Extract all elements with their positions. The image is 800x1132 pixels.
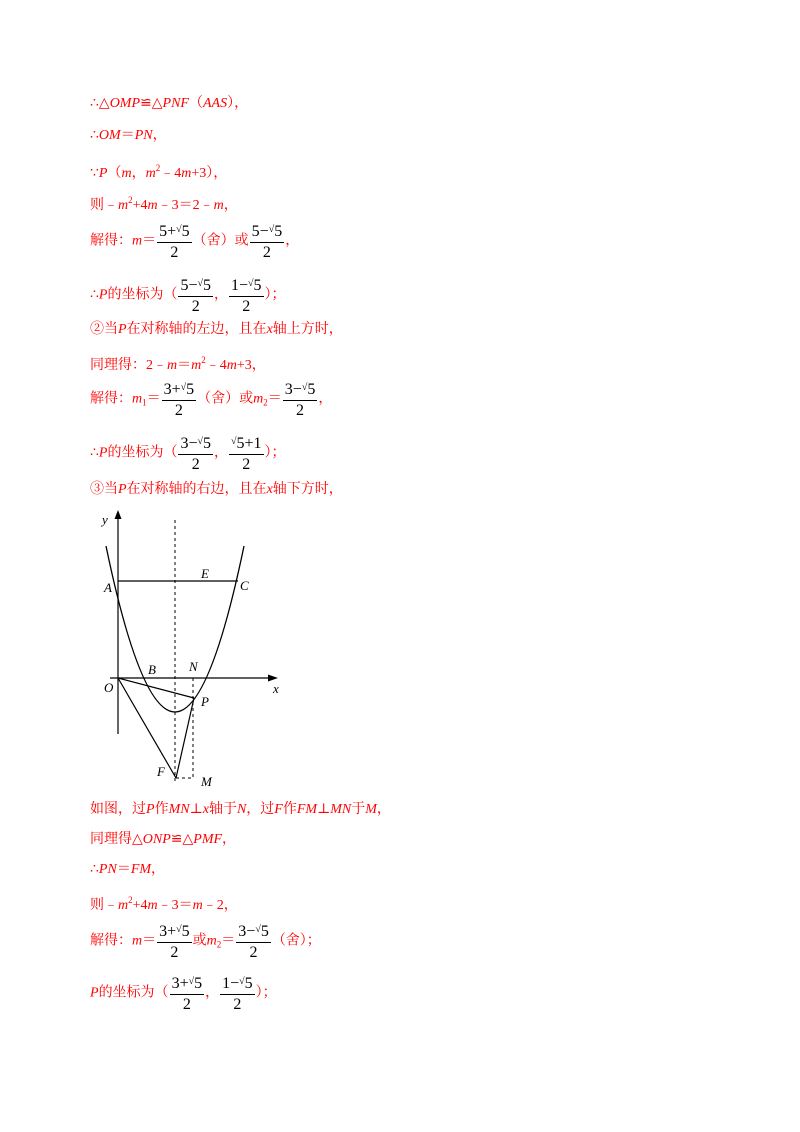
axis-name: x	[266, 322, 273, 337]
text: 在对称轴的左边，且在	[126, 322, 267, 337]
solve-label: 解得：	[90, 933, 132, 949]
text-line-12	[90, 800, 391, 820]
therefore-symbol: ∴	[90, 445, 99, 461]
coordinate-label: 的坐标为（	[98, 985, 169, 1001]
fraction: $\frac{3-^√5}{2}$	[178, 432, 213, 475]
fraction: $\frac{3+^√5}{2}$	[170, 972, 205, 1015]
text: 轴上方时，	[272, 322, 343, 337]
segment: FM	[296, 802, 318, 817]
term: ﹣4	[205, 358, 227, 373]
term: 则﹣	[90, 898, 118, 913]
coordinate-label: 的坐标为（	[107, 445, 178, 461]
term: ﹣4	[160, 166, 182, 181]
term: ﹣3＝2﹣	[157, 198, 214, 213]
triangle-name: PMF	[193, 832, 223, 847]
equals: ＝	[146, 391, 161, 407]
therefore-symbol: ∴	[90, 862, 99, 877]
variable: m	[192, 898, 203, 913]
triangle-name: PNF	[162, 96, 189, 111]
solve-label: 解得：	[90, 391, 132, 407]
paren: （	[107, 166, 122, 181]
variable: m	[147, 898, 158, 913]
variable: m	[253, 391, 264, 407]
axis-name: x	[202, 802, 209, 817]
exponent: 2	[128, 195, 133, 205]
variable: m	[132, 391, 143, 407]
text: 在对称轴的右边，且在	[126, 482, 267, 497]
text-line-16	[90, 920, 321, 963]
paren: ）；	[255, 985, 277, 1001]
variable: m	[132, 933, 143, 949]
comma: ，	[131, 166, 146, 181]
fraction: $\frac{3+^√5}{2}$	[157, 920, 192, 963]
equals: ＝	[267, 391, 282, 407]
paren: （	[188, 96, 203, 111]
paren: ）；	[264, 287, 286, 303]
perp-symbol: ⊥	[317, 802, 331, 817]
point-name: P	[98, 445, 108, 461]
fraction: $\frac{1-^√5}{2}$	[229, 274, 264, 317]
fraction: $\frac{5-^√5}{2}$	[250, 220, 285, 263]
label-e: E	[201, 566, 209, 581]
term: +3），	[191, 166, 228, 181]
text: 同理得△	[90, 832, 143, 847]
point-name: P	[146, 802, 155, 817]
term: ﹣3＝	[157, 898, 193, 913]
exponent: 2	[155, 163, 161, 173]
text: 轴于	[208, 802, 237, 817]
segment-fp	[176, 698, 194, 778]
comma: ，	[318, 391, 333, 407]
comma: ，	[214, 287, 229, 303]
text-line-1	[90, 94, 248, 114]
text-line-6	[90, 274, 286, 317]
text: 轴下方时，	[272, 482, 343, 497]
fraction: $\frac{3-^√5}{2}$	[283, 378, 318, 421]
variable: m	[181, 166, 192, 181]
perp-symbol: ⊥	[189, 802, 203, 817]
term: ﹣2，	[202, 898, 238, 913]
parabola-figure	[96, 506, 296, 792]
variable: m	[213, 198, 224, 213]
paren: ），	[227, 96, 249, 111]
variable: m	[118, 898, 129, 913]
segment: MN	[168, 802, 190, 817]
variable: m	[191, 358, 202, 373]
text-line-2	[90, 126, 167, 146]
comma: ，	[214, 445, 229, 461]
subscript: 1	[142, 397, 147, 408]
subscript: 2	[263, 397, 268, 408]
text-line-15	[90, 890, 238, 916]
equals: ＝	[177, 358, 192, 373]
comma: ，	[205, 985, 220, 1001]
rejected-or: （舍）或	[192, 233, 249, 249]
segment-of	[118, 678, 176, 778]
equals: ＝	[116, 862, 131, 877]
variable: m	[226, 358, 237, 373]
solve-label: 解得：	[90, 233, 132, 249]
variable: m	[118, 198, 129, 213]
exponent: 2	[201, 355, 206, 365]
text-line-3	[90, 158, 227, 184]
label-a: A	[104, 580, 112, 595]
text-line-14	[90, 860, 165, 880]
triangle-name: OMP	[109, 96, 141, 111]
comma: ，	[151, 862, 166, 877]
comma: ，	[376, 802, 391, 817]
fraction: $\frac{^√5+1}{2}$	[229, 432, 264, 475]
text-line-10	[90, 432, 286, 475]
text: 作	[282, 802, 297, 817]
text: ，过	[246, 802, 275, 817]
therefore-symbol: ∴	[90, 287, 99, 303]
text-line-17	[90, 972, 277, 1015]
label-c: C	[240, 578, 249, 593]
variable: m	[206, 933, 217, 949]
coordinate-label: 的坐标为（	[107, 287, 178, 303]
label-o: O	[104, 680, 114, 695]
segment: FM	[130, 862, 152, 877]
axis-name: x	[266, 482, 273, 497]
text: 于	[351, 802, 366, 817]
point-name: P	[90, 985, 99, 1001]
segment: MN	[330, 802, 352, 817]
y-axis-arrow	[115, 510, 122, 519]
fraction: $\frac{1-^√5}{2}$	[220, 972, 255, 1015]
paren: ）；	[264, 445, 286, 461]
exponent: 2	[128, 895, 133, 905]
point-name: F	[274, 802, 283, 817]
text: 作	[154, 802, 169, 817]
fraction: $\frac{5+^√5}{2}$	[157, 220, 192, 263]
equals: ＝	[142, 233, 157, 249]
equals: ＝	[120, 128, 135, 143]
text: 如图，过	[90, 802, 146, 817]
variable: m	[167, 358, 178, 373]
text-line-11	[90, 480, 343, 500]
text-line-7	[90, 320, 343, 340]
label-x: x	[273, 681, 279, 696]
variable: m	[145, 166, 156, 181]
variable: m	[147, 198, 158, 213]
rejected: （舍）；	[271, 933, 321, 949]
variable: m	[132, 233, 143, 249]
case-marker: ②当	[90, 322, 118, 337]
comma: ，	[222, 832, 237, 847]
comma: ，	[152, 128, 167, 143]
text-line-4	[90, 190, 238, 216]
comma: ，	[223, 198, 238, 213]
term: 同理得：2﹣	[90, 358, 167, 373]
label-b: B	[148, 662, 156, 677]
or: 或	[192, 933, 207, 949]
therefore-symbol: ∴	[90, 128, 99, 143]
term: 则﹣	[90, 198, 118, 213]
segment: OM	[98, 128, 121, 143]
term: +4	[132, 198, 148, 213]
equals: ＝	[221, 933, 236, 949]
comma: ，	[285, 233, 300, 249]
fraction: $\frac{3+^√5}{2}$	[162, 378, 197, 421]
segment: PN	[134, 128, 153, 143]
segment: PN	[98, 862, 117, 877]
congruence-symbol: ≌△	[170, 832, 194, 847]
segment-op	[118, 678, 194, 698]
term: +3，	[236, 358, 266, 373]
point-name: N	[236, 802, 247, 817]
rejected-or: （舍）或	[197, 391, 254, 407]
label-n: N	[189, 659, 198, 674]
text-line-13	[90, 830, 236, 850]
subscript: 2	[216, 939, 222, 950]
case-marker: ③当	[90, 482, 118, 497]
point-name: P	[98, 166, 108, 181]
triangle-name: ONP	[142, 832, 171, 847]
congruence-symbol: ≌△	[140, 96, 163, 111]
label-p: P	[201, 694, 209, 709]
text-line-5	[90, 220, 299, 263]
label-m: M	[201, 774, 212, 789]
term: +4	[132, 898, 148, 913]
point-name: P	[98, 287, 108, 303]
point-name: M	[365, 802, 377, 817]
point-name: P	[118, 482, 127, 497]
text-line-8	[90, 350, 266, 376]
therefore-symbol: ∴△	[90, 96, 110, 111]
fraction: $\frac{3-^√5}{2}$	[236, 920, 271, 963]
variable: m	[121, 166, 132, 181]
rule-name: AAS	[202, 96, 228, 111]
label-f: F	[157, 764, 165, 779]
fraction: $\frac{5-^√5}{2}$	[178, 274, 213, 317]
because-symbol: ∵	[90, 166, 99, 181]
text-line-9	[90, 378, 332, 421]
label-y: y	[102, 512, 108, 527]
point-name: P	[118, 322, 127, 337]
equals: ＝	[142, 933, 157, 949]
